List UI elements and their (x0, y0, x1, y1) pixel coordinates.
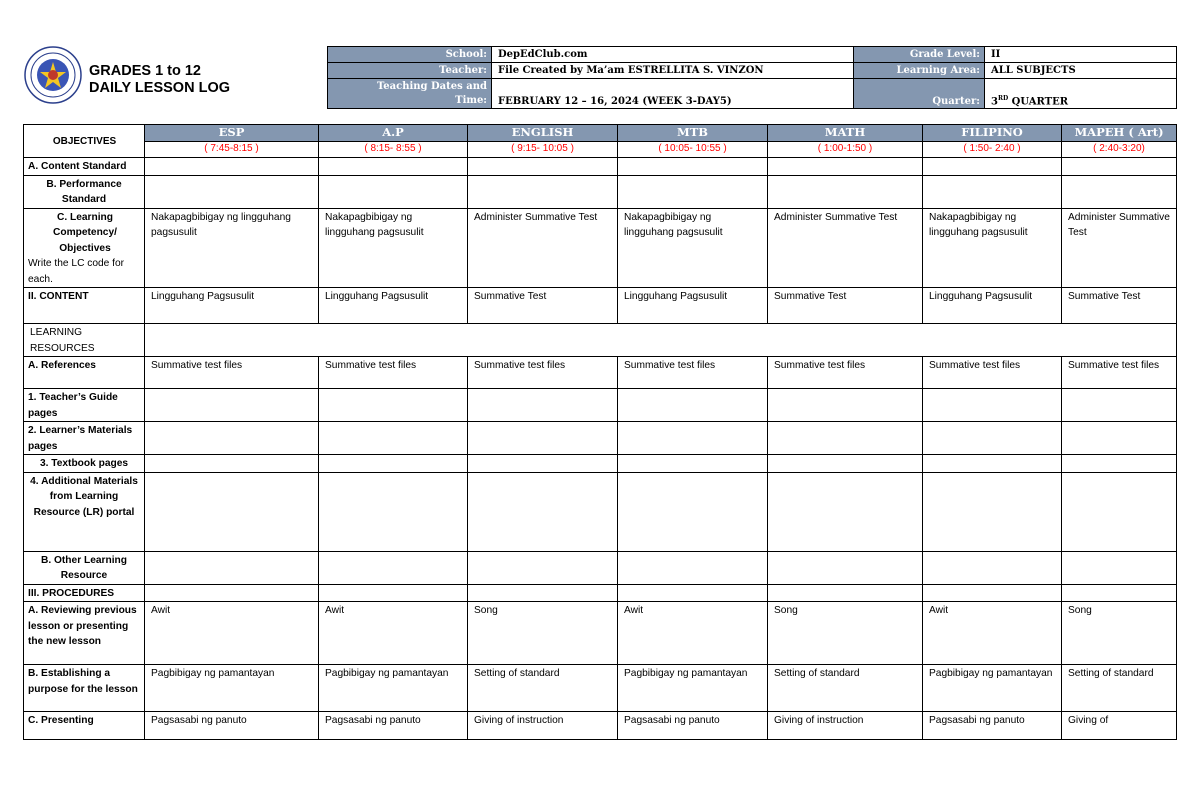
table-cell (468, 422, 618, 455)
table-cell (145, 389, 319, 422)
row-label: B. Other Learning Resource (24, 551, 145, 584)
row-label: 4. Additional Materials from Learning Resource (LR) portal (24, 472, 145, 551)
table-cell: Summative test files (618, 357, 768, 389)
school-value: DepEdClub.com (492, 47, 854, 63)
table-cell (319, 158, 468, 176)
quarter-suffix: RD (997, 94, 1009, 102)
table-cell (468, 389, 618, 422)
table-cell (468, 551, 618, 584)
row-label: II. CONTENT (24, 288, 145, 324)
learning-area-value: ALL SUBJECTS (985, 63, 1177, 79)
subject-esp: ESP (145, 125, 319, 142)
row-label: A. References (24, 357, 145, 389)
table-cell: Awit (145, 602, 319, 665)
table-cell: Nakapagbibigay ng lingguhang pagsusulit (923, 208, 1062, 288)
table-cell: Summative test files (1062, 357, 1177, 389)
table-cell: Summative test files (923, 357, 1062, 389)
table-cell (618, 551, 768, 584)
table-cell: Summative Test (468, 288, 618, 324)
table-cell (923, 551, 1062, 584)
table-row (24, 208, 1177, 288)
table-row (24, 551, 1177, 584)
table-cell (1062, 472, 1177, 551)
row-label: 3. Textbook pages (24, 455, 145, 473)
row-label: 2. Learner’s Materials pages (24, 422, 145, 455)
time-english: ( 9:15- 10:05 ) (468, 142, 618, 158)
deped-seal-logo (24, 46, 82, 104)
table-row (24, 602, 1177, 665)
table-cell (1062, 389, 1177, 422)
table-cell (319, 389, 468, 422)
table-cell (319, 455, 468, 473)
teacher-value: File Created by Ma’am ESTRELLITA S. VINZON (492, 63, 854, 79)
table-row (24, 712, 1177, 740)
table-cell: Nakapagbibigay ng lingguhang pagsusulit (618, 208, 768, 288)
table-cell: Administer Summative Test (468, 208, 618, 288)
table-cell: Pagbibigay ng pamantayan (923, 665, 1062, 712)
table-cell (618, 175, 768, 208)
table-cell (145, 324, 1177, 357)
table-cell: Song (768, 602, 923, 665)
title-line-1: GRADES 1 to 12 (89, 63, 201, 79)
table-row (24, 422, 1177, 455)
row-label: C. Presenting (24, 712, 145, 740)
table-cell (923, 158, 1062, 176)
table-cell (468, 455, 618, 473)
table-cell (468, 584, 618, 602)
quarter-label: Quarter: (854, 79, 985, 109)
table-cell (923, 584, 1062, 602)
table-cell: Nakapagbibigay ng lingguhang pagsusulit (319, 208, 468, 288)
table-cell (768, 584, 923, 602)
header-info-table (327, 46, 1177, 109)
time-mtb: ( 10:05- 10:55 ) (618, 142, 768, 158)
table-cell: Summative test files (468, 357, 618, 389)
table-cell (145, 175, 319, 208)
school-label: School: (328, 47, 492, 63)
table-cell: Summative Test (768, 288, 923, 324)
table-cell (1062, 175, 1177, 208)
row-label: III. PROCEDURES (24, 584, 145, 602)
table-cell (145, 551, 319, 584)
table-cell: Giving of (1062, 712, 1177, 740)
subject-mtb: MTB (618, 125, 768, 142)
page-title (89, 63, 230, 97)
table-cell: Lingguhang Pagsusulit (618, 288, 768, 324)
subject-filipino: FILIPINO (923, 125, 1062, 142)
row-label: LEARNING RESOURCES (24, 324, 145, 357)
table-cell (468, 175, 618, 208)
table-row (24, 584, 1177, 602)
quarter-value (985, 79, 1177, 109)
table-cell (468, 158, 618, 176)
table-cell: Summative test files (145, 357, 319, 389)
table-cell (145, 472, 319, 551)
teaching-dates-value: FEBRUARY 12 – 16, 2024 (WEEK 3-DAY5) (492, 79, 854, 109)
table-cell: Song (468, 602, 618, 665)
subject-ap: A.P (319, 125, 468, 142)
table-cell: Pagsasabi ng panuto (923, 712, 1062, 740)
table-cell (768, 158, 923, 176)
table-cell (1062, 158, 1177, 176)
table-cell: Awit (618, 602, 768, 665)
table-cell (468, 472, 618, 551)
quarter-text: QUARTER (1008, 96, 1069, 107)
time-ap: ( 8:15- 8:55 ) (319, 142, 468, 158)
table-row (24, 472, 1177, 551)
table-row (24, 288, 1177, 324)
teacher-label: Teacher: (328, 63, 492, 79)
table-cell: Nakapagbibigay ng lingguhang pagsusulit (145, 208, 319, 288)
table-cell (768, 551, 923, 584)
table-cell (923, 175, 1062, 208)
table-cell: Pagsasabi ng panuto (618, 712, 768, 740)
table-row (24, 324, 1177, 357)
table-cell (923, 422, 1062, 455)
time-mapeh: ( 2:40-3:20) (1062, 142, 1177, 158)
table-cell: Pagsasabi ng panuto (319, 712, 468, 740)
learning-area-label: Learning Area: (854, 63, 985, 79)
table-cell: Giving of instruction (468, 712, 618, 740)
table-cell (145, 158, 319, 176)
row-label: A. Reviewing previous lesson or presenting the new lesson (24, 602, 145, 665)
table-row (24, 357, 1177, 389)
table-cell (923, 472, 1062, 551)
table-cell (768, 389, 923, 422)
table-cell: Administer Summative Test (768, 208, 923, 288)
table-cell: Lingguhang Pagsusulit (923, 288, 1062, 324)
table-cell (618, 389, 768, 422)
table-cell (319, 175, 468, 208)
row-label: B. Performance Standard (24, 175, 145, 208)
table-row (24, 158, 1177, 176)
table-cell (319, 472, 468, 551)
row-label-cell (24, 208, 145, 288)
subject-english: ENGLISH (468, 125, 618, 142)
row-note: Write the LC code for each. (28, 258, 125, 285)
table-cell: Song (1062, 602, 1177, 665)
table-cell: Setting of standard (1062, 665, 1177, 712)
table-cell (145, 455, 319, 473)
row-label: B. Establishing a purpose for the lesson (24, 665, 145, 712)
table-cell: Lingguhang Pagsusulit (319, 288, 468, 324)
table-cell: Giving of instruction (768, 712, 923, 740)
table-row (24, 389, 1177, 422)
table-cell (1062, 551, 1177, 584)
row-label: A. Content Standard (24, 158, 145, 176)
table-cell: Pagbibigay ng pamantayan (145, 665, 319, 712)
table-cell: Summative test files (768, 357, 923, 389)
table-cell (923, 389, 1062, 422)
subject-mapeh: MAPEH ( Art) (1062, 125, 1177, 142)
table-cell: Summative Test (1062, 288, 1177, 324)
table-cell (618, 472, 768, 551)
table-cell (618, 455, 768, 473)
quarter-number: 3 (991, 96, 998, 107)
table-cell: Setting of standard (768, 665, 923, 712)
subject-math: MATH (768, 125, 923, 142)
table-cell (1062, 584, 1177, 602)
table-cell (768, 422, 923, 455)
table-row (24, 665, 1177, 712)
table-cell (319, 422, 468, 455)
table-cell: Pagsasabi ng panuto (145, 712, 319, 740)
table-cell (923, 455, 1062, 473)
grade-level-label: Grade Level: (854, 47, 985, 63)
table-cell (145, 422, 319, 455)
table-cell: Administer Summative Test (1062, 208, 1177, 288)
table-cell (618, 422, 768, 455)
table-cell (768, 175, 923, 208)
table-cell: Awit (319, 602, 468, 665)
grade-level-value: II (985, 47, 1177, 63)
table-row (24, 175, 1177, 208)
table-cell: Setting of standard (468, 665, 618, 712)
lesson-log-table (23, 124, 1177, 740)
row-label: C. Learning Competency/ Objectives (53, 211, 117, 254)
table-cell: Pagbibigay ng pamantayan (618, 665, 768, 712)
table-cell (319, 551, 468, 584)
table-row (24, 455, 1177, 473)
table-cell (618, 158, 768, 176)
table-cell: Lingguhang Pagsusulit (145, 288, 319, 324)
table-cell: Awit (923, 602, 1062, 665)
table-cell: Pagbibigay ng pamantayan (319, 665, 468, 712)
table-cell (145, 584, 319, 602)
table-cell (768, 455, 923, 473)
teaching-dates-label: Teaching Dates and Time: (328, 79, 492, 109)
table-cell (1062, 455, 1177, 473)
objectives-header: OBJECTIVES (24, 125, 145, 158)
table-cell: Summative test files (319, 357, 468, 389)
table-cell (319, 584, 468, 602)
time-filipino: ( 1:50- 2:40 ) (923, 142, 1062, 158)
table-cell (618, 584, 768, 602)
title-line-2: DAILY LESSON LOG (89, 80, 230, 96)
table-cell (768, 472, 923, 551)
table-cell (1062, 422, 1177, 455)
time-math: ( 1:00-1:50 ) (768, 142, 923, 158)
row-label: 1. Teacher’s Guide pages (24, 389, 145, 422)
time-esp: ( 7:45-8:15 ) (145, 142, 319, 158)
